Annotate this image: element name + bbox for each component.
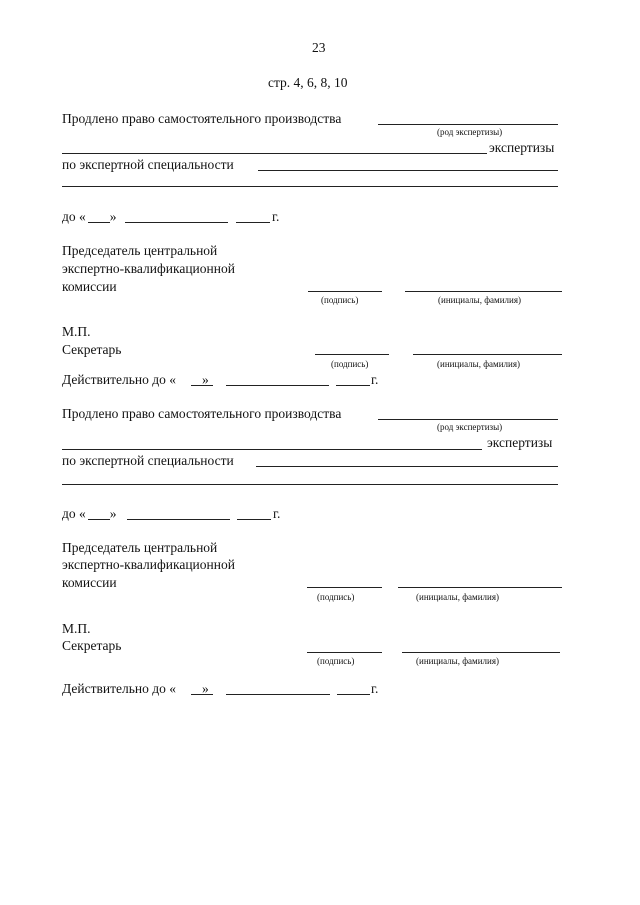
- expertise-type-caption: (род экспертизы): [437, 422, 503, 432]
- expertise-type-caption: (род экспертизы): [437, 127, 503, 137]
- chairman-signature-caption: (подпись): [321, 295, 359, 305]
- specialty-field-line-2[interactable]: [62, 484, 558, 485]
- chairman-label-line-1: Председатель центральной: [62, 243, 218, 258]
- chairman-initials-caption: (инициалы, фамилия): [416, 592, 499, 602]
- secretary-signature-field[interactable]: [315, 354, 389, 355]
- stamp-label: М.П.: [62, 621, 91, 636]
- secretary-signature-caption: (подпись): [317, 656, 355, 666]
- valid-day-field[interactable]: [191, 385, 213, 386]
- chairman-signature-field[interactable]: [308, 291, 382, 292]
- until-prefix: до «: [62, 506, 86, 521]
- year-suffix: г.: [272, 209, 280, 224]
- valid-until-label: [62, 372, 209, 388]
- valid-until-label: [62, 681, 209, 697]
- valid-quote: »: [201, 681, 209, 696]
- extended-right-label: Продлено право самостоятельного производства: [62, 406, 342, 421]
- valid-month-field[interactable]: [226, 694, 330, 695]
- pages-reference: стр. 4, 6, 8, 10: [268, 75, 348, 90]
- chairman-initials-field[interactable]: [398, 587, 562, 588]
- expertise-type-field[interactable]: [378, 419, 558, 420]
- chairman-label-line-2: экспертно-квалификационной: [62, 261, 235, 276]
- secretary-label: Секретарь: [62, 638, 122, 653]
- expertise-word: экспертизы: [489, 140, 555, 155]
- until-day-field[interactable]: [88, 222, 110, 223]
- secretary-signature-field[interactable]: [307, 652, 382, 653]
- expertise-name-field[interactable]: [62, 153, 487, 154]
- chairman-initials-caption: (инициалы, фамилия): [438, 295, 521, 305]
- secretary-initials-caption: (инициалы, фамилия): [416, 656, 499, 666]
- specialty-label: по экспертной специальности: [62, 453, 234, 468]
- chairman-label-line-3: комиссии: [62, 575, 117, 590]
- specialty-field[interactable]: [256, 466, 558, 467]
- chairman-signature-field[interactable]: [307, 587, 382, 588]
- until-day-field[interactable]: [88, 519, 110, 520]
- valid-year-suffix: г.: [371, 681, 379, 696]
- chairman-initials-field[interactable]: [405, 291, 562, 292]
- valid-year-field[interactable]: [336, 385, 370, 386]
- secretary-signature-caption: (подпись): [331, 359, 369, 369]
- valid-year-suffix: г.: [371, 372, 379, 387]
- until-year-field[interactable]: [237, 519, 271, 520]
- until-month-field[interactable]: [127, 519, 230, 520]
- specialty-field[interactable]: [258, 170, 558, 171]
- valid-year-field[interactable]: [337, 694, 370, 695]
- secretary-label: Секретарь: [62, 342, 122, 357]
- expertise-type-field[interactable]: [378, 124, 558, 125]
- until-month-field[interactable]: [125, 222, 228, 223]
- stamp-label: М.П.: [62, 324, 91, 339]
- year-suffix: г.: [273, 506, 281, 521]
- valid-prefix: Действительно до «: [62, 372, 176, 387]
- valid-day-field[interactable]: [191, 694, 213, 695]
- until-quote: »: [109, 209, 117, 224]
- valid-month-field[interactable]: [226, 385, 329, 386]
- specialty-label: по экспертной специальности: [62, 157, 234, 172]
- chairman-signature-caption: (подпись): [317, 592, 355, 602]
- secretary-initials-caption: (инициалы, фамилия): [437, 359, 520, 369]
- secretary-initials-field[interactable]: [402, 652, 560, 653]
- chairman-label-line-3: комиссии: [62, 279, 117, 294]
- valid-quote: »: [201, 372, 209, 387]
- specialty-field-line-2[interactable]: [62, 186, 558, 187]
- page-number: 23: [312, 40, 326, 55]
- chairman-label-line-1: Председатель центральной: [62, 540, 218, 555]
- expertise-name-field[interactable]: [62, 449, 482, 450]
- until-quote: »: [109, 506, 117, 521]
- valid-prefix: Действительно до «: [62, 681, 176, 696]
- secretary-initials-field[interactable]: [413, 354, 562, 355]
- chairman-label-line-2: экспертно-квалификационной: [62, 557, 235, 572]
- until-year-field[interactable]: [236, 222, 270, 223]
- until-prefix: до «: [62, 209, 86, 224]
- extended-right-label: Продлено право самостоятельного производства: [62, 111, 342, 126]
- expertise-word: экспертизы: [487, 435, 553, 450]
